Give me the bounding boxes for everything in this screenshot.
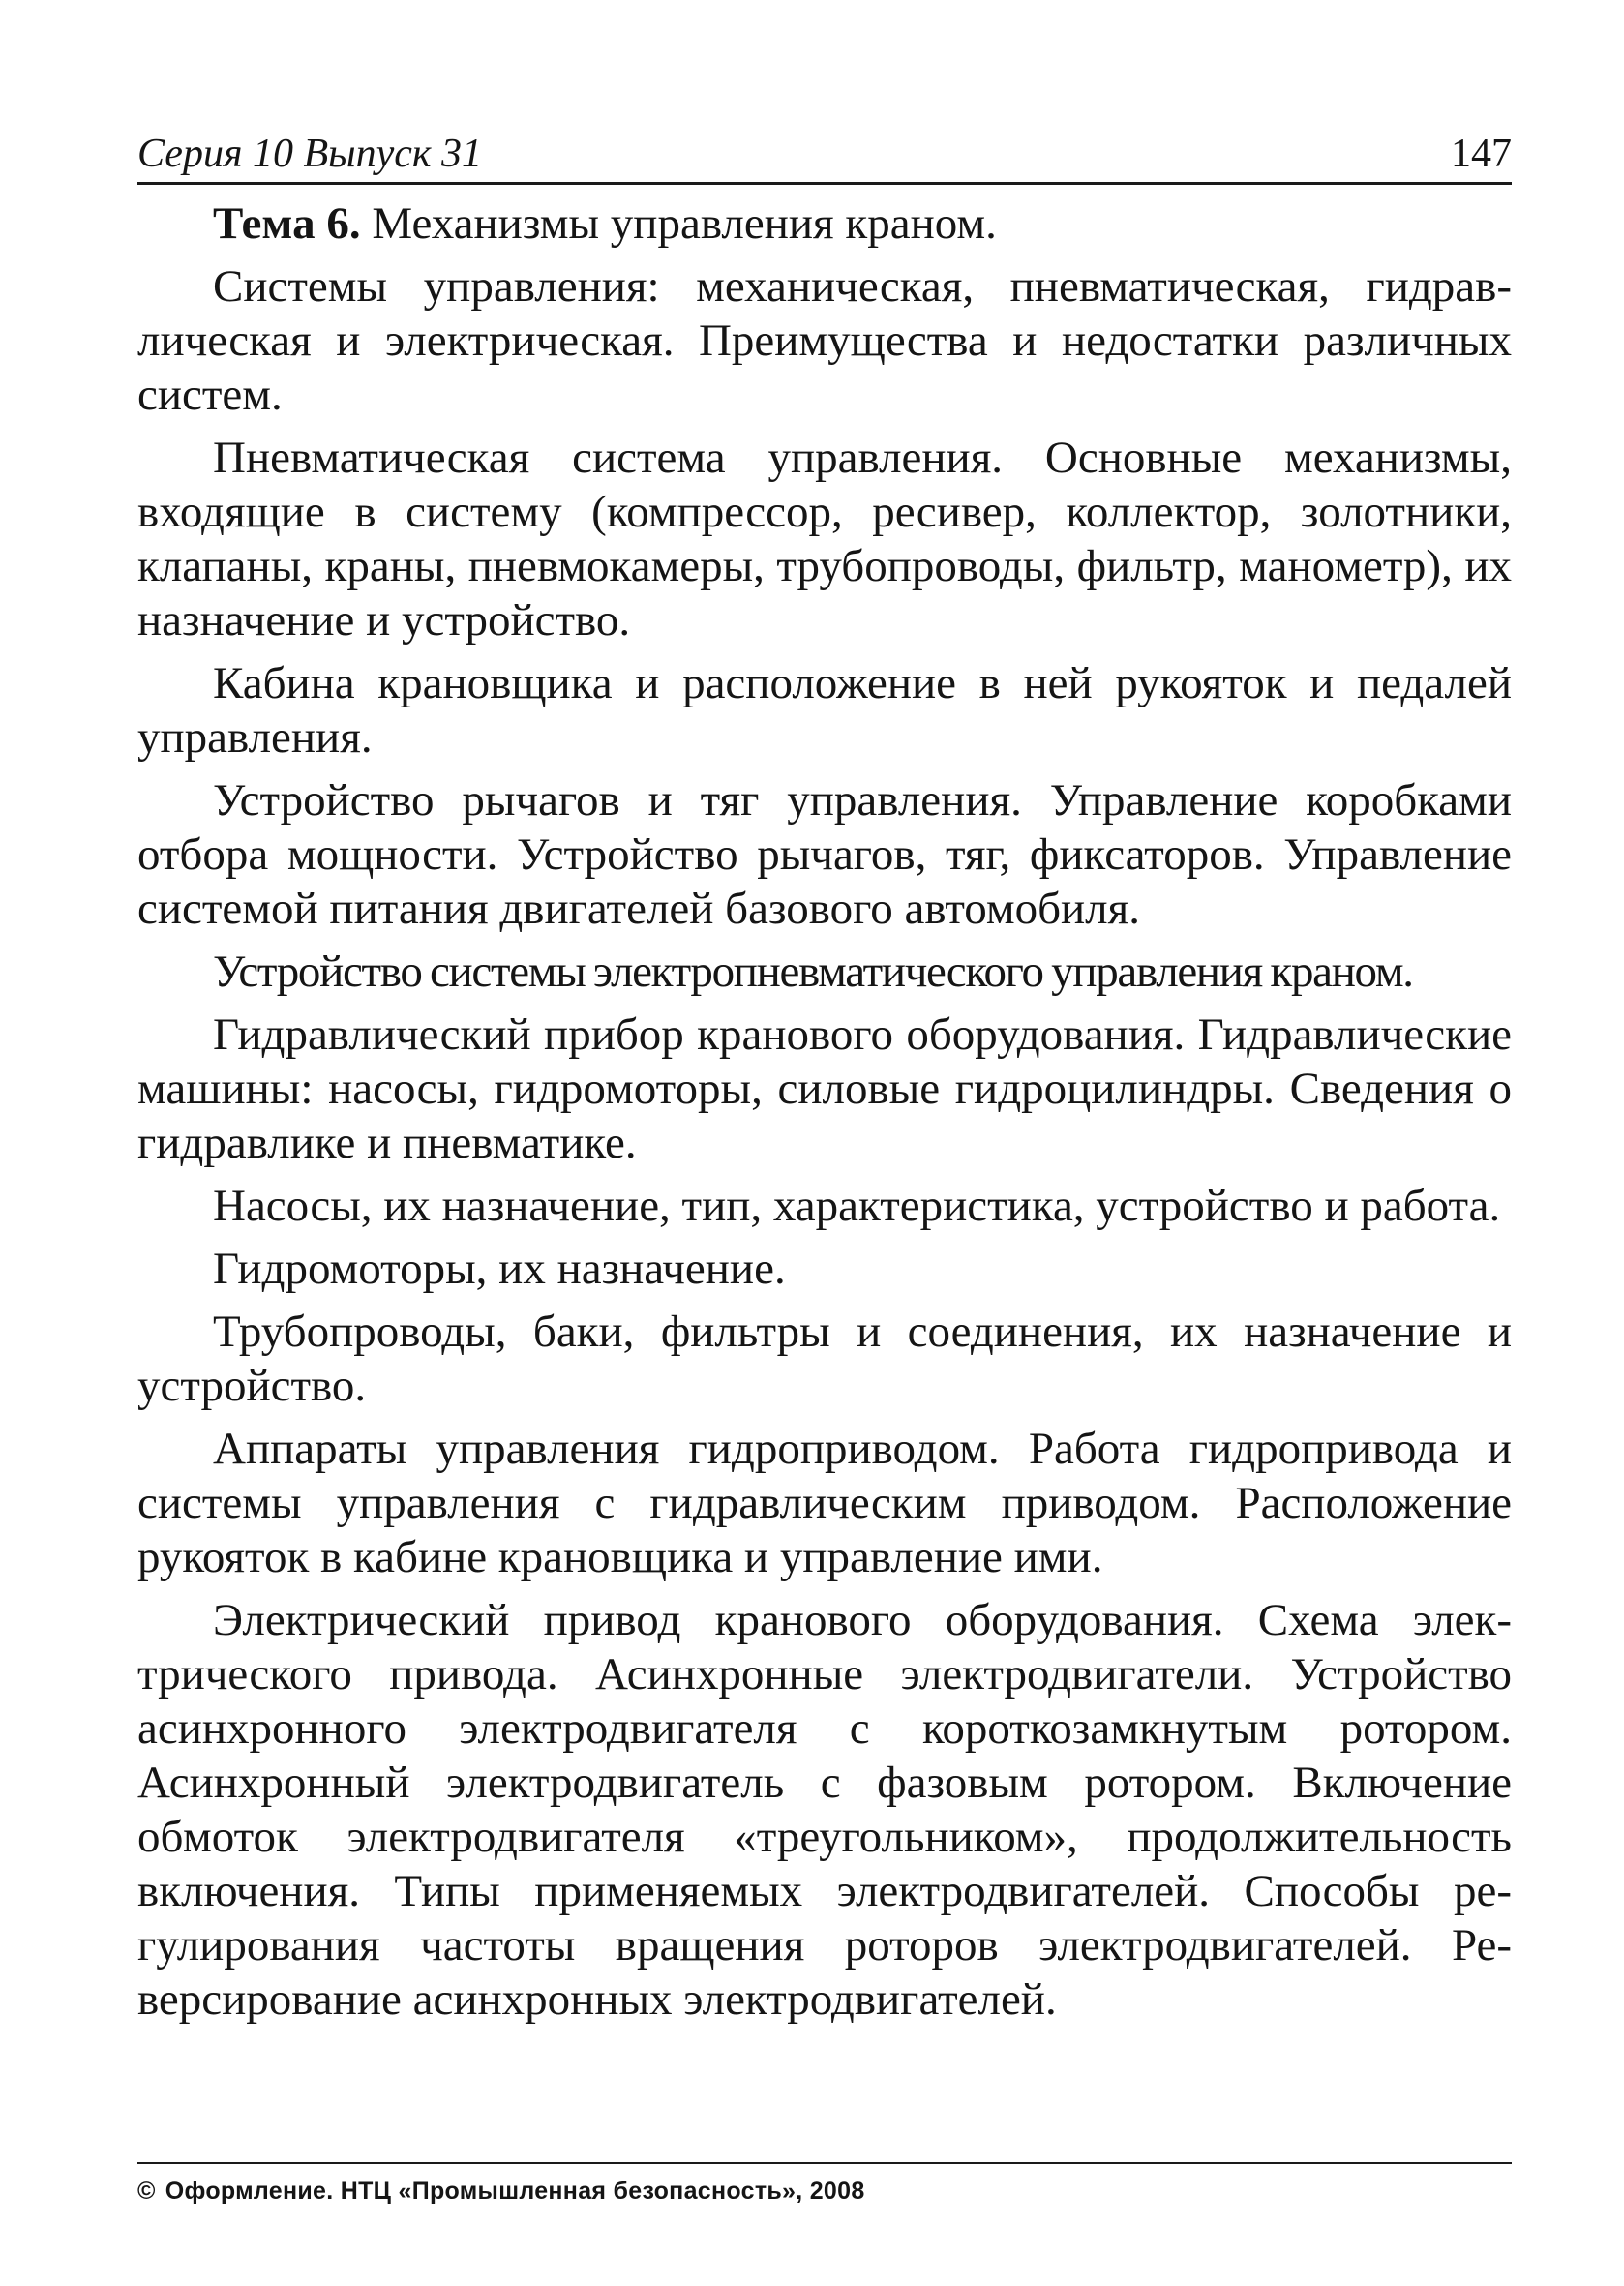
running-head — [137, 126, 1512, 185]
paragraph: Насосы, их назначение, тип, характеристика, устройство и работа. — [213, 1181, 1501, 1231]
page-number: 147 — [1451, 132, 1512, 176]
paragraph: Кабина крановщика и расположение в ней рукояток и педалей управления. — [137, 658, 1512, 763]
paragraph: Гидромоторы, их назначение. — [213, 1244, 786, 1294]
topic-label: Тема 6. — [213, 198, 361, 249]
topic-title: Механизмы управления краном. — [360, 198, 997, 249]
body-text — [137, 196, 1512, 2027]
topic-heading — [137, 196, 1512, 251]
paragraph: Электрический привод кранового оборудования. Схема электрического привода. Асинхронные электродвигатели. Устройство асинхронного электродвигателя с короткозамкнутым ротором. Асинхронный электродвигатель с фазовым ротором. Включение обмоток электродвигателя «треугольником», продолжительность включения. Типы применяемых электродвигателей. Способы регулирования частоты вращения роторов электродвигателей. Реверсирование асинхронных электродвигателей. — [137, 1595, 1512, 2025]
series-title: Серия 10 Выпуск 31 — [137, 132, 482, 176]
paragraph: Устройство системы электропневматического управления краном. — [213, 947, 1413, 997]
paragraph: Системы управления: механическая, пневматическая, гидравлическая и электрическая. Преимущества и недостатки различных систем. — [137, 261, 1512, 420]
footer-text: Оформление. НТЦ «Промышленная безопасность», 2008 — [165, 2178, 865, 2205]
footer — [137, 2162, 1512, 2207]
paragraph: Аппараты управления гидроприводом. Работа гидропривода и системы управления с гидравлическим приводом. Расположение рукояток в кабине крановщика и управление ими. — [137, 1424, 1512, 1582]
page — [137, 126, 1512, 2035]
paragraph: Гидравлический прибор кранового оборудования. Гидравлические машины: насосы, гидромоторы, силовые гидроцилиндры. Сведения о гидравлике и пневматике. — [137, 1009, 1512, 1168]
paragraph: Трубопроводы, баки, фильтры и соединения, их назначение и устройство. — [137, 1307, 1512, 1411]
paragraph: Пневматическая система управления. Основные механизмы, входящие в систему (компрессор, ресивер, коллектор, золотники, клапаны, краны, пневмокамеры, трубопроводы, фильтр, манометр), их назначение и устройство. — [137, 433, 1512, 646]
copyright-icon: © — [137, 2178, 156, 2205]
paragraph: Устройство рычагов и тяг управления. Управление коробками отбора мощности. Устройство рычагов, тяг, фиксаторов. Управление системой питания двигателей базового автомобиля. — [137, 775, 1512, 934]
